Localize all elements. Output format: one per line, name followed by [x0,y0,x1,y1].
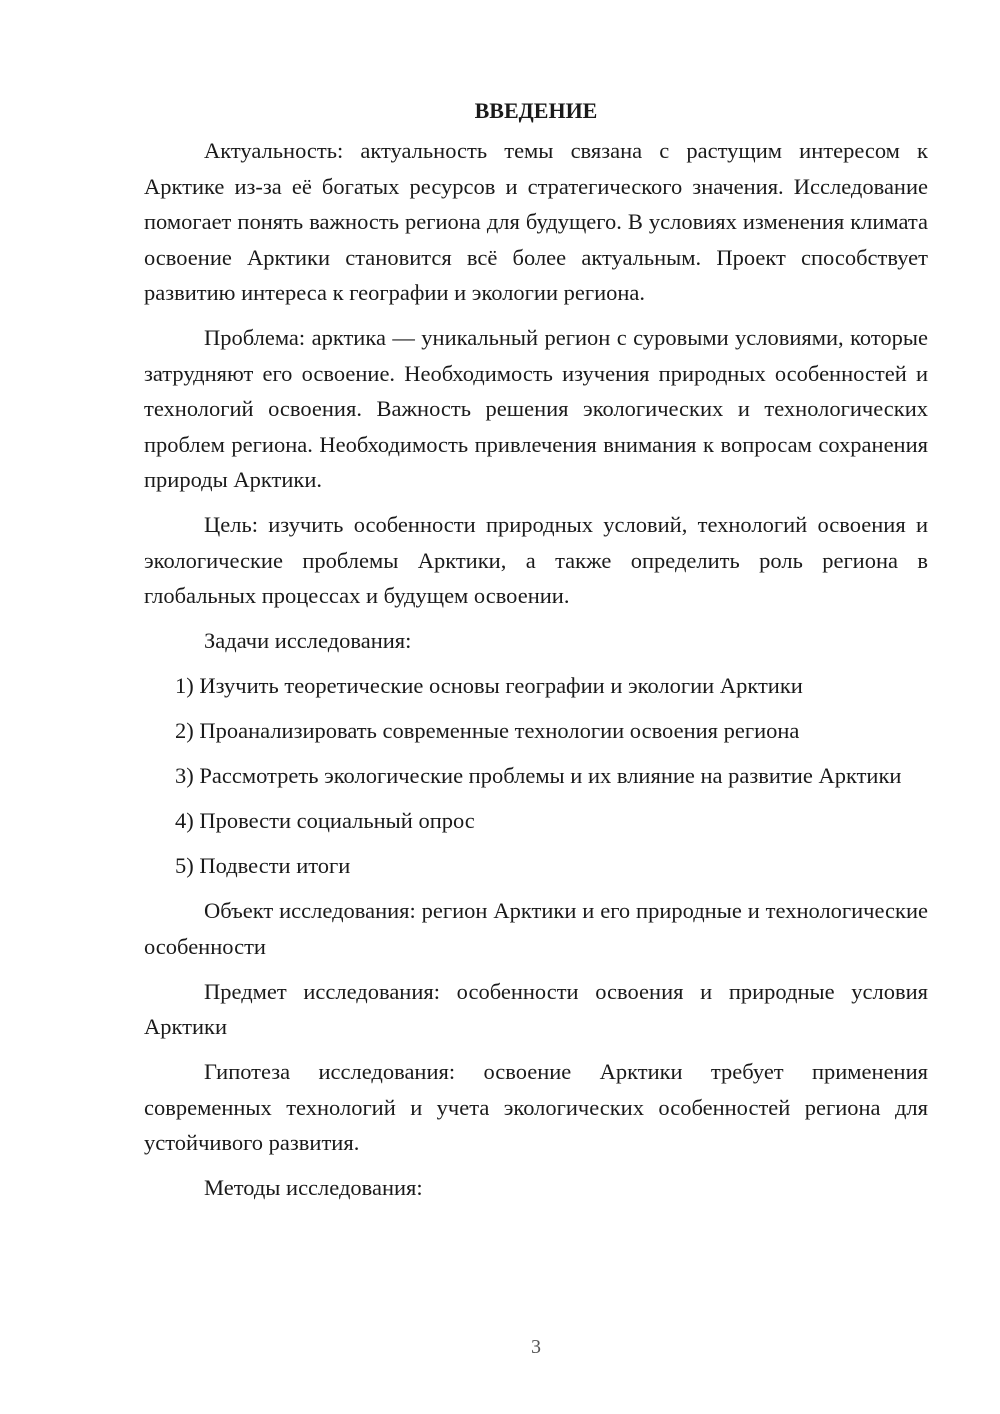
paragraph-hypothesis: Гипотеза исследования: освоение Арктики требует применения современных технологий и учета экологических особенностей региона для устойчивого развития. [144,1059,928,1155]
page-content [144,93,928,1215]
paragraph-goal: Цель: изучить особенности природных условий, технологий освоения и экологические проблемы Арктики, а также определить роль региона в глобальных процессах и будущем освоении. [144,512,928,608]
task-item-4: 4) Провести социальный опрос [175,808,475,833]
paragraph-tasks-heading: Задачи исследования: [204,628,412,653]
task-item-3: 3) Рассмотреть экологические проблемы и их влияние на развитие Арктики [175,763,902,788]
section-title: ВВЕДЕНИЕ [474,98,598,123]
task-item-1: 1) Изучить теоретические основы географии и экологии Арктики [175,673,803,698]
paragraph-relevance: Актуальность: актуальность темы связана с растущим интересом к Арктике из-за её богатых ресурсов и стратегического значения. Исследование помогает понять важность региона для будущего. В условиях изменения климата освоение Арктики становится всё более актуальным. Проект способствует развитию интереса к географии и экологии региона. [144,138,928,305]
paragraph-problem: Проблема: арктика — уникальный регион с суровыми условиями, которые затрудняют его освоение. Необходимость изучения природных особенностей и технологий освоения. Важность решения экологических и технологических проблем региона. Необходимость привлечения внимания к вопросам сохранения природы Арктики. [144,325,928,492]
paragraph-subject: Предмет исследования: особенности освоения и природные условия Арктики [144,978,928,1039]
page-number: 3 [531,1336,541,1358]
paragraph-object: Объект исследования: регион Арктики и его природные и технологические особенности [144,898,928,959]
paragraph-methods: Методы исследования: [204,1175,423,1200]
task-item-2: 2) Проанализировать современные технологии освоения региона [175,718,800,743]
task-item-5: 5) Подвести итоги [175,853,351,878]
